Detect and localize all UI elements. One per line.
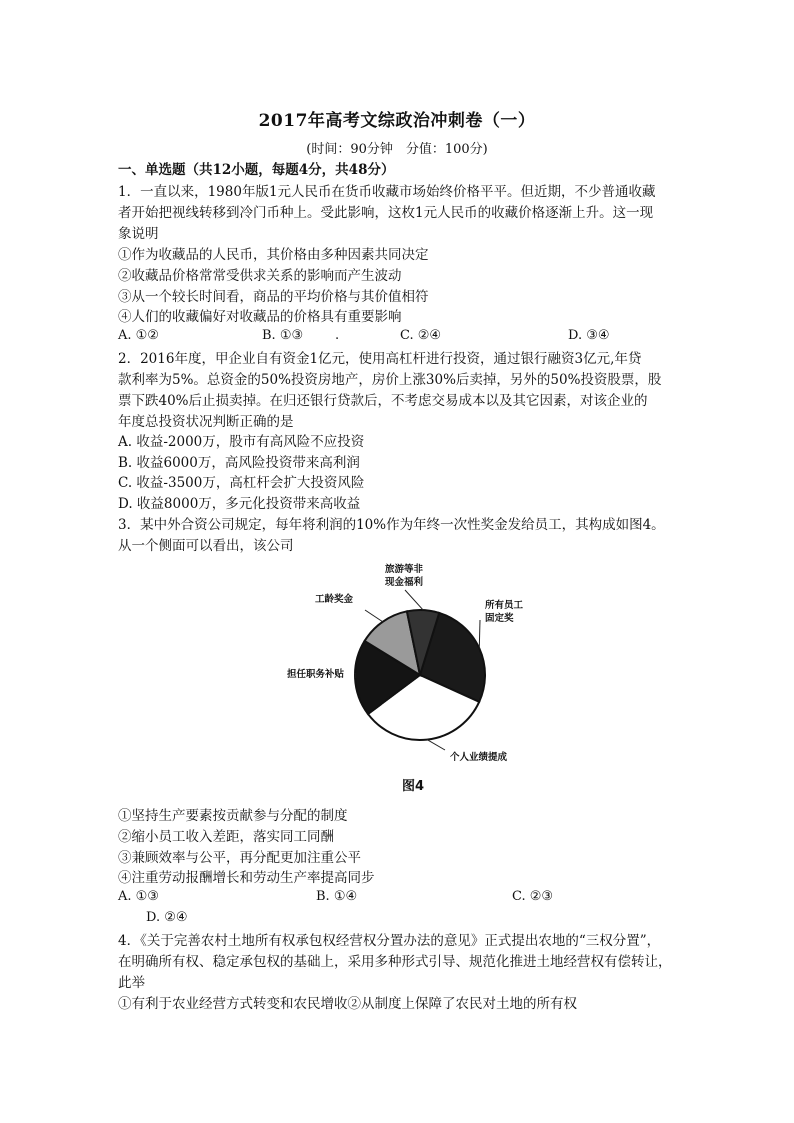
- q1-item: ②收藏品价格常常受供求关系的影响而产生波动: [118, 268, 402, 284]
- q3-item: ②缩小员工收入差距，落实同工同酬: [118, 829, 334, 845]
- page-title: 2017年高考文综政治冲刺卷（一）: [258, 111, 536, 131]
- pie-slice-label: 固定奖: [485, 613, 514, 624]
- q2-stem-line: 年度总投资状况判断正确的是: [118, 414, 294, 430]
- q3-option-c: C. ②③: [512, 889, 554, 904]
- pie-svg: [285, 560, 524, 800]
- q4-stem-line: 此举: [118, 975, 145, 991]
- q3-item: ③兼顾效率与公平，再分配更加注重公平: [118, 850, 361, 866]
- pie-leader-line: [405, 590, 423, 610]
- q4-item: ①有利于农业经营方式转变和农民增收②从制度上保障了农民对土地的所有权: [118, 996, 577, 1012]
- pie-slice-label: 担任职务补贴: [287, 669, 345, 680]
- q3-option-b: B. ①④: [316, 889, 358, 904]
- q3-stem-line: 3．某中外合资公司规定，每年将利润的10%作为年终一次性奖金发给员工，其构成如图4。: [118, 517, 665, 533]
- q1-option-a: A. ①②: [118, 328, 159, 343]
- q1-item: ④人们的收藏偏好对收藏品的价格具有重要影响: [118, 309, 402, 325]
- pie-leader-line: [479, 620, 480, 648]
- q1-stem-line: 者开始把视线转移到冷门币种上。受此影响，这枚1元人民币的收藏价格逐渐上升。这一现: [118, 205, 654, 221]
- q2-stem-line: 票下跌40%后止损卖掉。在归还银行贷款后，不考虑交易成本以及其它因素，对该企业的: [118, 393, 648, 409]
- pie-slice-label: 工龄奖金: [315, 594, 354, 605]
- pie-slice-label: 现金福利: [385, 577, 424, 588]
- bonus-pie-chart: [285, 560, 524, 800]
- q1-option-b: B. ①③: [262, 328, 304, 343]
- pie-leader-line: [365, 610, 383, 622]
- q3-option-a: A. ①③: [118, 889, 159, 904]
- q2-option-b: B. 收益6000万，高风险投资带来高利润: [118, 455, 360, 471]
- q1-option-d: D. ③④: [568, 328, 610, 343]
- q4-stem-line: 4．《关于完善农村土地所有权承包权经营权分置办法的意见》正式提出农地的“三权分置”，: [118, 933, 661, 949]
- q1-item: ③从一个较长时间看，商品的平均价格与其价值相符: [118, 289, 429, 305]
- q2-option-d: D. 收益8000万，多元化投资带来高收益: [118, 496, 361, 512]
- q2-option-a: A. 收益-2000万，股市有高风险不应投资: [118, 434, 365, 450]
- exam-info: (时间：90分钟 分值：100分): [306, 142, 488, 157]
- q4-stem-line: 在明确所有权、稳定承包权的基础上，采用多种形式引导、规范化推进土地经营权有偿转让，: [118, 954, 672, 970]
- q3-item: ①坚持生产要素按贡献参与分配的制度: [118, 808, 348, 824]
- q1-stray-dot: .: [335, 328, 340, 343]
- pie-slice-label: 旅游等非: [385, 564, 424, 575]
- q1-item: ①作为收藏品的人民币，其价格由多种因素共同决定: [118, 247, 429, 263]
- q3-stem-line: 从一个侧面可以看出，该公司: [118, 538, 294, 554]
- q3-option-d: D. ②④: [146, 910, 188, 925]
- pie-slice-label: 所有员工: [485, 600, 524, 611]
- q2-option-c: C. 收益-3500万，高杠杆会扩大投资风险: [118, 475, 365, 491]
- pie-leader-line: [427, 740, 445, 750]
- q1-stem-line: 象说明: [118, 226, 159, 242]
- q2-stem-line: 款利率为5%。总资金的50%投资房地产，房价上涨30%后卖掉，另外的50%投资股票，股: [118, 372, 662, 388]
- pie-slice-label: 个人业绩提成: [450, 752, 508, 763]
- chart-caption: 图4: [401, 779, 425, 794]
- q1-stem-line: 1．一直以来，1980年版1元人民币在货币收藏市场始终价格平平。但近期，不少普通收藏: [118, 184, 656, 200]
- q1-option-c: C. ②④: [400, 328, 442, 343]
- q2-stem-line: 2．2016年度，甲企业自有资金1亿元，使用高杠杆进行投资，通过银行融资3亿元,年贷: [118, 351, 642, 367]
- q3-item: ④注重劳动报酬增长和劳动生产率提高同步: [118, 870, 375, 886]
- section-heading: 一、单选题（共12小题，每题4分，共48分）: [118, 162, 395, 178]
